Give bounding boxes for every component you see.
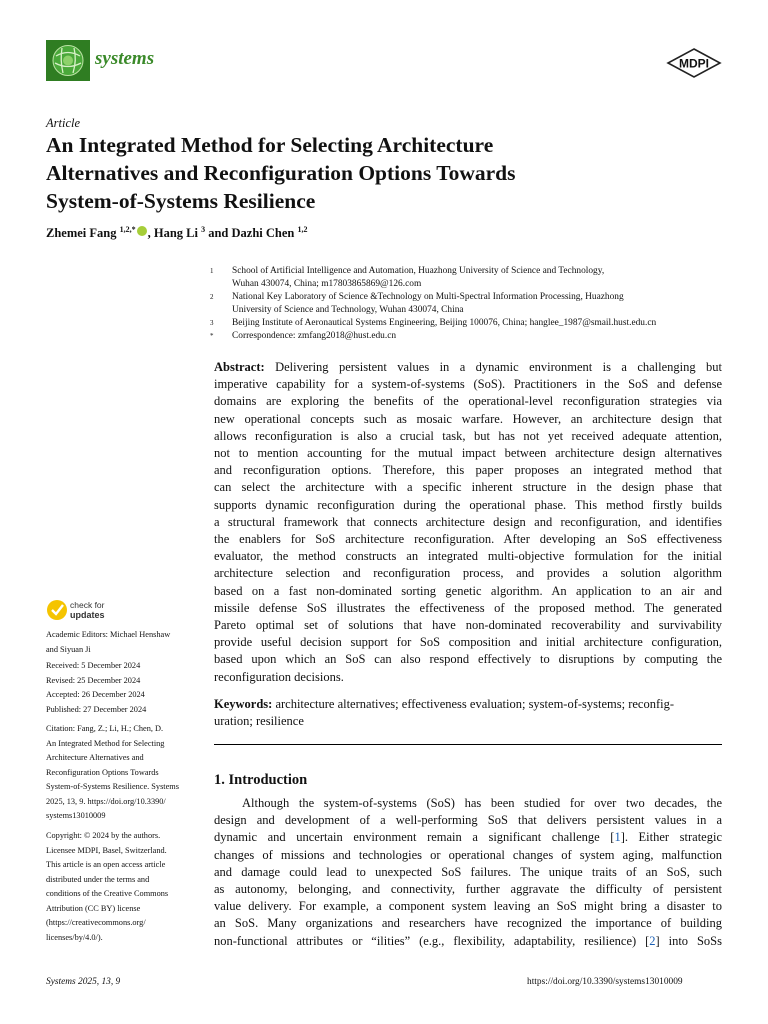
check-updates-text: updates [70,610,105,620]
publication-dates: Received: 5 December 2024 Revised: 25 December 2024 Accepted: 26 December 2024 Published: 27 December 2024 [46,661,147,714]
author-name: Zhemei Fang [46,226,117,241]
title-line: Alternatives and Reconfiguration Options Towards [46,161,516,185]
author-affiliation-marker: 3 [201,225,206,234]
footer-doi-link[interactable]: https://doi.org/10.3390/systems13010009 [527,977,683,987]
citation-block: Citation: Fang, Z.; Li, H.; Chen, D. An Integrated Method for Selecting Architecture Alternatives and Reconfiguration Options Towards System-of-Systems Resilience. Systems 2025, 13, 9. https://doi.org/10.3390/ systems13010009 [46,724,179,820]
journal-name: systems [95,48,155,69]
section-heading: 1. Introduction [214,772,308,788]
check-updates-text: check for [70,600,105,610]
journal-logo-icon [46,40,90,81]
affiliation-1: 1 School of Artificial Intelligence and Automation, Huazhong University of Science and Technology, Wuhan 430074, China; m17803865869@126.com [210,266,605,289]
check-for-updates-icon[interactable] [46,597,126,623]
intro-line-with-citation: non-functional attributes or “ilities” (e.g., flexibility, adaptability, resilience) [2] into SoSs [214,933,722,948]
title-line: An Integrated Method for Selecting Architecture [46,133,494,157]
abstract: Abstract: Delivering persistent values in a dynamic environment is a challenging but imperative capability for a system-of-systems (SoS). Practitioners in the SoS and defense domains are exploring the benefits of the operational-level reconfiguration strategies via new operational concepts such as mosaic warfare. However, an architecture design that allows reconfiguration is also a crucial task, but has not yet received adequate attention, not to mention accounting for the mutual impact between architecture design alternatives and reconfiguration options. Therefore, this paper proposes an integrated method that can select the architecture with a specific inherent structure in the design phase that supports dynamic reconfiguration during the operational phase. This method firstly builds a structural framework that connects architecture design and reconfiguration, and identifies the enablers for SoS architecture reconfiguration. After developing an SoS effectiveness evaluator, the method constructs an integrated multi-objective formulation for the initial architecture selection and reconfiguration process, and provides a solution algorithm based on a fast non-dominated sorting genetic algorithm. An application to an air and missile defense SoS illustrates the effectiveness of the proposed method. The generated Pareto optimal set of solutions that have non-dominated recoverability and survivability provide useful decision support for SoS composition and initial architecture configuration, based upon which an SoS can also respond effectively to disruptions by computing the reconfiguration decisions. [214,360,722,684]
keywords-label: Keywords: [214,697,273,711]
article-title [46,131,646,215]
article-type: Article [46,116,81,130]
publisher-name: MDPI [679,56,709,71]
academic-editors: Academic Editors: Michael Henshaw and Siyuan Ji [46,630,171,654]
affiliation-2: 2 National Key Laboratory of Science &Technology on Multi-Spectral Information Processing, Huazhong University of Science and Technology, Wuhan 430074, China [210,292,624,315]
intro-line-with-citation: dynamic and uncertain environment remain a significant challenge [1]. Either strategic [214,830,723,845]
author-affiliation-marker: 1,2 [297,225,308,234]
abstract-label: Abstract: [214,360,265,374]
citation-link[interactable]: 2 [649,933,656,948]
introduction-body: Although the system-of-systems (SoS) has been studied for over two decades, the design and development of a well-performing SoS that delivers persistent values in a dynamic and uncertain environment remain a significant challenge [1]. Either strategic changes of missions and technologies or operational changes of system aging, malfunction and damage could lead to unexpected SoS failures. The unique traits of an SoS, such as autonomy, belonging, and connectivity, further aggravate the difficulty of persistent value delivery. For example, a component system leaving an SoS might bring a disaster to an SoS. Many organizations and researchers have recognized the importance of building non-functional attributes or “ilities” (e.g., flexibility, adaptability, resilience) [2] into SoSs [214,795,722,950]
affiliation-3: 3 Beijing Institute of Aeronautical Systems Engineering, Beijing 100076, China; hanglee_1987@smail.hust.edu.cn [210,318,657,328]
correspondence: * Correspondence: zmfang2018@hust.edu.cn [210,331,397,341]
title-line: System-of-Systems Resilience [46,189,316,213]
citation-link[interactable]: 1 [614,830,621,845]
orcid-icon[interactable] [137,226,147,236]
section-divider [214,744,722,745]
author-affiliation-marker: 1,2,* [119,225,136,234]
keywords: Keywords: architecture alternatives; effectiveness evaluation; system-of-systems; reconfig- uration; resilience [214,697,675,729]
footer-journal-citation: Systems 2025, 13, 9 [46,977,121,987]
author-name: and Dazhi Chen [205,226,295,241]
mdpi-logo-icon [666,48,722,78]
author-name: , Hang Li [147,226,198,241]
copyright-block: Copyright: © 2024 by the authors. Licensee MDPI, Basel, Switzerland. This article is an open access article distributed under the terms and conditions of the Creative Commons Attribution (CC BY) license (https://creativecommons.org/ licenses/by/4.0/). [46,831,169,942]
author-list [46,225,308,241]
